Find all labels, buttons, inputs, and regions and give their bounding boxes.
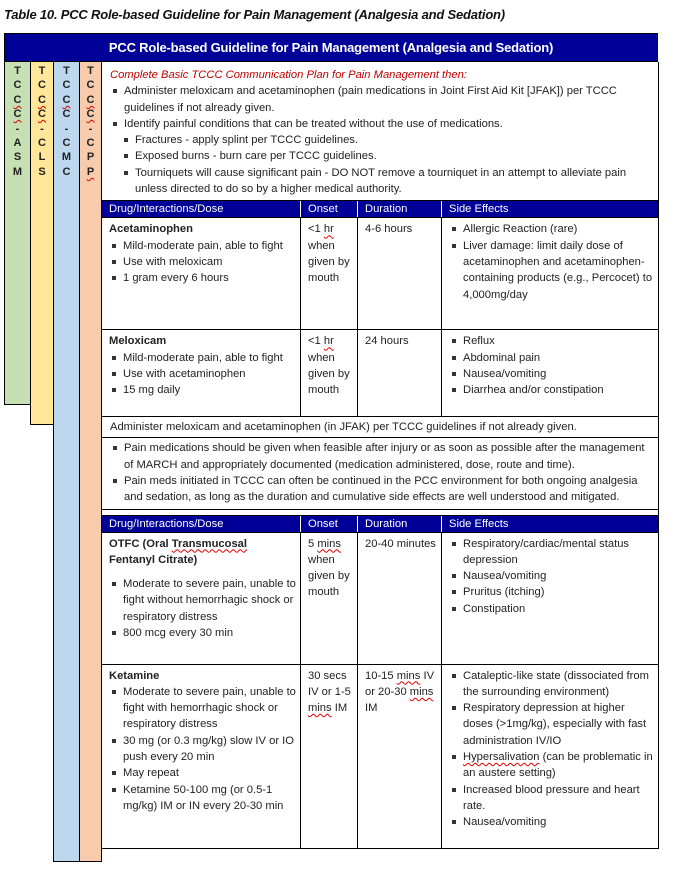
role-letter: P: [86, 165, 95, 178]
list-item: Liver damage: limit daily dose of acetaminophen and acetaminophen-containing products (e.g., Percocet) to 4,000mg/day: [449, 238, 654, 303]
list-item: Nausea/vomiting: [449, 366, 654, 382]
list-item: May repeat: [109, 765, 296, 781]
list-item: 800 mcg every 30 min: [109, 625, 296, 641]
onset-text: mins: [308, 702, 332, 715]
table-row-acetaminophen: [102, 218, 658, 330]
drug-name: [109, 536, 296, 569]
onset-text: IM: [331, 702, 348, 715]
list-item: Nausea/vomiting: [449, 568, 654, 584]
list-item: Moderate to severe pain, unable to fight without hemorrhagic shock or respiratory distress: [109, 576, 296, 625]
list-item: Abdominal pain: [449, 350, 654, 366]
table-row-meloxicam: [102, 330, 658, 417]
list-item: Administer meloxicam and acetaminophen (pain medications in Joint First Aid Kit [JFAK]) per TCCC guidelines if not already given.: [110, 83, 650, 116]
list-item: Diarrhea and/or constipation: [449, 382, 654, 398]
role-letter: C: [38, 93, 46, 106]
side-effects-cell: [442, 533, 658, 664]
list-item: 30 mg (or 0.3 mg/kg) slow IV or IO push every 20 min: [109, 733, 296, 766]
column-header-side-effects: Side Effects: [449, 517, 509, 530]
role-letter: C: [13, 93, 22, 106]
duration-text: mins: [396, 669, 421, 682]
list-item: Moderate to severe pain, unable to fight with hemorrhagic shock or respiratory distress: [109, 684, 296, 733]
onset-text: mins: [317, 537, 341, 550]
role-column-tccc-cls: [30, 62, 54, 425]
drug-cell: [102, 218, 301, 329]
role-column-tccc-cpp: [79, 62, 102, 862]
role-letter: T: [38, 65, 46, 77]
administer-note: Administer meloxicam and acetaminophen (in JFAK) per TCCC guidelines if not already given.: [102, 417, 658, 438]
duration-cell: [358, 665, 442, 848]
role-letter: M: [61, 151, 72, 164]
role-column-tccc-cmc: [53, 62, 80, 862]
role-letter: C: [86, 108, 95, 121]
notes-section: [102, 438, 658, 509]
column-header-duration: Duration: [358, 516, 442, 532]
column-header-onset: Onset: [301, 201, 358, 217]
list-item: Increased blood pressure and heart rate.: [449, 782, 654, 815]
onset-text: when given by mouth: [308, 553, 350, 599]
onset-cell: [301, 665, 358, 848]
column-header-drug: Drug/Interactions/Dose: [102, 516, 301, 532]
table-caption: Table 10. PCC Role-based Guideline for Pain Management (Analgesia and Sedation): [4, 7, 505, 22]
list-item: Respiratory/cardiac/mental status depression: [449, 536, 654, 569]
list-item: Nausea/vomiting: [449, 814, 654, 830]
drug-cell: [102, 533, 301, 664]
table-header-row: [102, 201, 658, 218]
side-effect-text: (can be problematic in an austere setting): [463, 751, 653, 780]
role-letter: P: [86, 151, 95, 164]
column-header-duration: Duration: [358, 201, 442, 217]
role-letter: C: [38, 108, 46, 121]
table-row-otfc: [102, 533, 658, 665]
side-effects-cell: [442, 665, 658, 848]
side-effects-cell: [442, 218, 658, 329]
intro-heading: Complete Basic TCCC Communication Plan for Pain Management then:: [110, 69, 467, 81]
list-item: [449, 749, 654, 782]
onset-cell: [301, 533, 358, 664]
role-letter: A: [13, 137, 22, 150]
role-letter: C: [62, 79, 71, 92]
list-item: Pain meds initiated in TCCC can often be continued in the PCC environment for both ongoing analgesia and sedation, as long as the duration and cumulative side effects are well understood and mitigated.: [110, 473, 650, 506]
drug-name-part: Fentanyl Citrate): [109, 553, 198, 566]
role-letter: -: [64, 122, 69, 135]
table-header-row: [102, 515, 658, 533]
role-letter: -: [15, 122, 20, 135]
duration-cell: 20-40 minutes: [358, 533, 442, 664]
role-letter: S: [38, 165, 46, 178]
list-item: Mild-moderate pain, able to fight: [109, 238, 296, 254]
role-letter: T: [63, 65, 70, 77]
role-letter: L: [38, 151, 46, 164]
role-letter: S: [13, 151, 22, 164]
list-item: 1 gram every 6 hours: [109, 270, 296, 286]
role-letter: -: [40, 122, 44, 135]
guideline-content: [101, 62, 659, 849]
list-item: 15 mg daily: [109, 382, 296, 398]
role-letter: C: [86, 137, 95, 150]
role-letter: C: [62, 137, 71, 150]
drug-name: Ketamine: [109, 669, 160, 682]
duration-cell: 24 hours: [358, 330, 442, 416]
onset-cell: [301, 218, 358, 329]
column-header-side-effects: Side Effects: [449, 203, 509, 216]
role-letter: T: [14, 65, 21, 77]
onset-text: when given by mouth: [308, 239, 350, 285]
onset-cell: [301, 330, 358, 416]
onset-text: 5: [308, 537, 318, 550]
drug-cell: [102, 665, 301, 848]
list-item: Use with acetaminophen: [109, 366, 296, 382]
role-letter: C: [86, 79, 95, 92]
side-effects-cell: [442, 330, 658, 416]
list-item: Allergic Reaction (rare): [449, 221, 654, 237]
list-item: Fractures - apply splint per TCCC guidelines.: [121, 132, 650, 148]
list-item: Respiratory depression at higher doses (>1mg/kg), especially with fast administration IV/IO: [449, 700, 654, 749]
role-letter: C: [13, 108, 22, 121]
drug-name: Acetaminophen: [109, 223, 193, 236]
role-letter: C: [38, 137, 46, 150]
onset-text: hr: [323, 335, 334, 348]
role-letter: T: [87, 65, 94, 77]
side-effect-term: Hypersalivation: [463, 751, 540, 764]
onset-text: <1: [308, 335, 324, 348]
drug-name-part: Transmucosal: [171, 537, 248, 550]
intro-list: [110, 83, 650, 197]
intro-section: [102, 62, 658, 201]
list-item: Mild-moderate pain, able to fight: [109, 350, 296, 366]
duration-text: 10-15: [365, 669, 397, 682]
role-letter: C: [38, 79, 46, 92]
list-item: Use with meloxicam: [109, 254, 296, 270]
list-item: Ketamine 50-100 mg (or 0.5-1 mg/kg) IM or IN every 20-30 min: [109, 782, 296, 815]
list-item: Constipation: [449, 601, 654, 617]
drug-name-part: OTFC (Oral: [109, 537, 172, 550]
list-item: Identify painful conditions that can be treated without the use of medications.: [110, 116, 650, 132]
list-item: Pruritus (itching): [449, 584, 654, 600]
column-header-onset: Onset: [301, 516, 358, 532]
duration-text: mins: [409, 685, 434, 698]
duration-text: IM: [365, 702, 378, 715]
role-letter: C: [62, 93, 71, 106]
column-header-drug: Drug/Interactions/Dose: [102, 201, 301, 217]
list-item: Pain medications should be given when feasible after injury or as soon as possible after the management of MARCH and appropriately documented (medication administered, dose, route and time).: [110, 440, 650, 473]
list-item: Tourniquets will cause significant pain - DO NOT remove a tourniquet in an attempt to alleviate pain unless directed to do so by a higher medical authority.: [121, 165, 650, 198]
list-item: Reflux: [449, 333, 654, 349]
table-banner: PCC Role-based Guideline for Pain Management (Analgesia and Sedation): [4, 33, 658, 62]
role-letter: C: [86, 93, 95, 106]
onset-text: 30 secs IV or 1-5: [308, 669, 351, 698]
role-letter: M: [12, 165, 23, 178]
drug-cell: [102, 330, 301, 416]
onset-text: <1: [308, 223, 324, 236]
role-letter: C: [62, 165, 71, 178]
role-column-tccc-asm: [4, 62, 31, 405]
role-letter: C: [62, 108, 71, 121]
list-item: Cataleptic-like state (dissociated from the surrounding environment): [449, 668, 654, 701]
role-letter: C: [13, 79, 22, 92]
onset-text: when given by mouth: [308, 351, 350, 397]
duration-text: IV or 20-30: [365, 669, 435, 698]
drug-name: Meloxicam: [109, 335, 167, 348]
list-item: Exposed burns - burn care per TCCC guidelines.: [121, 148, 650, 164]
role-letter: -: [88, 122, 93, 135]
table-row-ketamine: [102, 665, 658, 849]
onset-text: hr: [323, 223, 334, 236]
duration-cell: 4-6 hours: [358, 218, 442, 329]
